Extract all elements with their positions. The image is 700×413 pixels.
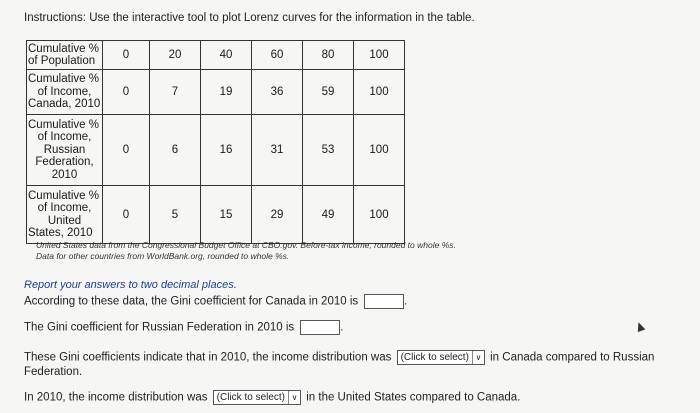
table-cell: 59 <box>303 70 354 115</box>
table-cell: 100 <box>354 70 405 115</box>
question-text: in Canada compared to Russian <box>490 351 655 364</box>
table-cell: 100 <box>354 186 405 244</box>
row-header-line: of Income, <box>37 202 92 214</box>
russia-gini-input[interactable] <box>300 320 340 335</box>
row-header-russia <box>27 115 103 186</box>
row-header-line: Cumulative % <box>28 118 99 131</box>
table-row <box>27 186 405 244</box>
table-cell: 5 <box>150 186 201 244</box>
row-header-line: of Income, <box>37 85 92 98</box>
canada-vs-russia-dropdown[interactable] <box>397 350 485 365</box>
row-header-united-states <box>27 186 103 244</box>
dropdown-label: (Click to select) <box>216 392 286 403</box>
question-canada-gini <box>24 294 407 309</box>
question-russia-gini <box>24 320 343 335</box>
row-header-line: Cumulative % <box>28 189 99 202</box>
table-cell: 100 <box>354 41 405 70</box>
table-cell: 53 <box>303 115 354 186</box>
table-cell: 60 <box>252 41 303 70</box>
row-header-line: Canada, 2010 <box>28 98 101 111</box>
question-canada-vs-russia <box>24 350 674 379</box>
instructions-text: Instructions: Use the interactive tool to plot Lorenz curves for the information in the table. <box>24 12 475 24</box>
table-row <box>27 70 405 115</box>
table-cell: 40 <box>201 41 252 70</box>
question-text: The Gini coefficient for Russian Federation in 2010 is <box>24 321 295 334</box>
question-text: These Gini coefficients indicate that in 2010, the income distribution was <box>24 351 392 364</box>
table-cell: 0 <box>103 70 150 115</box>
row-header-line: 2010 <box>51 168 78 181</box>
dropdown-label: (Click to select) <box>400 351 469 363</box>
mouse-cursor-icon <box>635 321 646 332</box>
canada-gini-input[interactable] <box>364 294 404 309</box>
row-header-population <box>27 41 103 70</box>
table-cell: 100 <box>354 115 405 186</box>
table-cell: 19 <box>201 70 252 115</box>
row-header-canada <box>27 70 103 115</box>
row-header-line: of Population <box>28 55 96 67</box>
question-us-vs-canada <box>24 390 520 405</box>
table-cell: 29 <box>252 186 303 244</box>
question-text: According to these data, the Gini coefficient for Canada in 2010 is <box>24 295 359 308</box>
table-cell: 0 <box>103 115 150 186</box>
table-cell: 20 <box>150 41 201 70</box>
question-text: in the United States compared to Canada. <box>306 391 521 404</box>
table-row <box>27 41 405 70</box>
table-cell: 15 <box>201 186 252 244</box>
row-header-line: Cumulative % <box>28 42 99 55</box>
source-note <box>36 240 456 262</box>
table-row <box>27 115 405 186</box>
question-text: Federation. <box>24 366 83 378</box>
table-cell: 80 <box>303 41 354 70</box>
source-note-line-1: United States data from the Congressional Budget Office at CBO.gov. Before-tax income, rounded to whole %s. <box>36 240 456 250</box>
table-cell: 16 <box>201 115 252 186</box>
row-header-line: Cumulative % <box>28 73 99 86</box>
table-cell: 36 <box>252 70 303 115</box>
chevron-down-icon: ∨ <box>288 391 300 404</box>
question-suffix: . <box>404 295 408 308</box>
lorenz-data-table <box>26 40 405 244</box>
table-cell: 0 <box>103 186 150 244</box>
table-cell: 7 <box>150 70 201 115</box>
report-instruction: Report your answers to two decimal places. <box>24 279 237 291</box>
source-note-line-2: Data for other countries from WorldBank.org, rounded to whole %s. <box>36 251 290 261</box>
question-text: In 2010, the income distribution was <box>24 391 208 404</box>
row-header-line: of Income, <box>37 131 92 144</box>
row-header-line: Russian <box>43 143 86 156</box>
table-cell: 49 <box>303 186 354 244</box>
row-header-line: United <box>47 214 82 227</box>
row-header-line: Federation, <box>35 156 94 169</box>
question-suffix: . <box>340 321 344 334</box>
table-cell: 31 <box>252 115 303 186</box>
us-vs-canada-dropdown[interactable] <box>213 390 301 405</box>
row-header-line: States, 2010 <box>28 227 93 239</box>
table-cell: 0 <box>103 41 150 70</box>
table-cell: 6 <box>150 115 201 186</box>
chevron-down-icon: ∨ <box>472 351 484 364</box>
